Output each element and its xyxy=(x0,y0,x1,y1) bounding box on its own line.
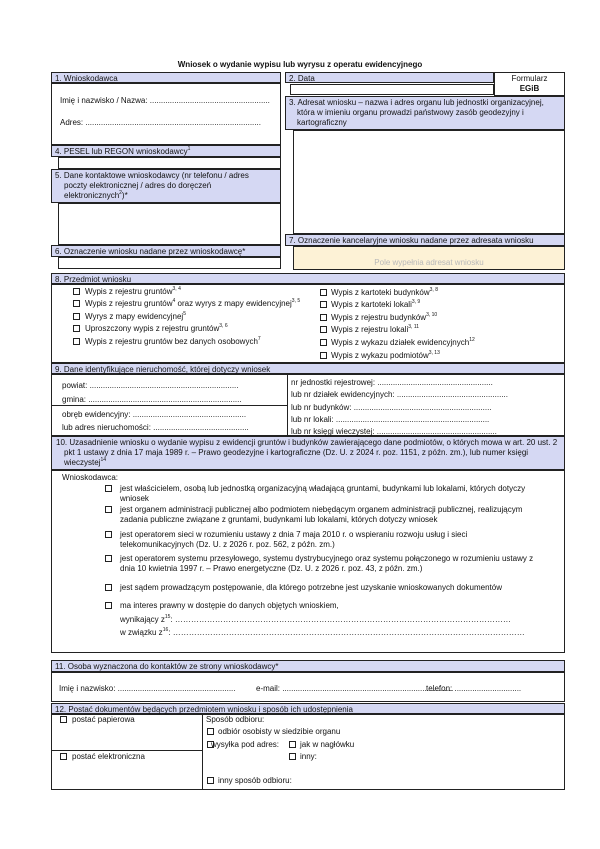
checkbox-rejestr-budynkow[interactable] xyxy=(320,314,327,321)
option-kartoteka-lokali: Wypis z kartoteki lokali$^{3, 9}$ xyxy=(331,299,421,309)
checkbox-papierowa[interactable] xyxy=(60,716,67,723)
wynikajacy-field[interactable]: wynikający $z^{15}$: ……………………………………………………………………………………………………………… xyxy=(120,614,511,624)
contact-name-field[interactable]: Imię i nazwisko: ..................................................... xyxy=(59,684,236,693)
checkbox-elektroniczna[interactable] xyxy=(60,753,67,760)
option-operator-sieci: jest operatorem sieci w rozumieniu ustawy z dnia 7 maja 2010 r. o wspieraniu rozwoju usług i sieci telekomunikacyjnych (Dz. U. z 2026 r. poz. 562, z późn. zm.) xyxy=(120,530,468,549)
option-kartoteka-budynkow: Wypis z kartoteki budynków$^{3, 8}$ xyxy=(331,287,438,297)
section-11-header: 11. Osoba wyznaczona do kontaktów ze strony wnioskodawcy* xyxy=(51,660,565,672)
checkbox-inny-adres[interactable] xyxy=(289,753,296,760)
checkbox-wykaz-podmiotow[interactable] xyxy=(320,352,327,359)
nr-jednostki-field[interactable]: nr jednostki rejestrowej: .................................................... xyxy=(291,378,493,387)
option-wypis-rg: Wypis z rejestru gruntów$^{3, 4}$ xyxy=(85,286,181,296)
wnioskodawca-label: Wnioskodawca: xyxy=(62,473,119,482)
office-ref-field xyxy=(293,246,565,270)
checkbox-interes-prawny[interactable] xyxy=(105,602,112,609)
date-input[interactable] xyxy=(290,84,494,95)
option-inny-sposob: inny sposób odbioru: xyxy=(218,776,292,785)
sposob-odbioru-label: Sposób odbioru: xyxy=(206,715,265,724)
option-rejestr-budynkow: Wypis z rejestru budynków$^{3, 10}$ xyxy=(331,312,438,322)
section-5-header: 5. Dane kontaktowe wnioskodawcy (nr telefonu / adres poczty elektronicznej / adres do doręczeń elektronicznych$^2$)* xyxy=(51,169,281,203)
option-wyrys: Wyrys z mapy ewidencyjnej$^5$ xyxy=(85,311,186,321)
option-elektroniczna: postać elektroniczna xyxy=(72,752,145,761)
form-code-box xyxy=(494,72,565,96)
checkbox-organ[interactable] xyxy=(105,506,112,513)
nr-dzialek-field[interactable]: lub nr działek ewidencyjnych: .................................................. xyxy=(291,390,508,399)
contact-phone-field[interactable]: telefon: .............................. xyxy=(426,684,522,693)
checkbox-jak-w-naglowku[interactable] xyxy=(289,741,296,748)
checkbox-wykaz-dzialek[interactable] xyxy=(320,339,327,346)
option-wysylka: wysyłka pod adres: xyxy=(211,740,280,749)
checkbox-wyrys[interactable] xyxy=(73,313,80,320)
checkbox-wypis-rg[interactable] xyxy=(73,288,80,295)
option-wykaz-podmiotow: Wypis z wykazu podmiotów$^{3, 13}$ xyxy=(331,350,440,360)
zwiazku-field[interactable]: w związku $z^{16}$: …………………………………………………………………………………………………………………… xyxy=(120,627,525,637)
checkbox-odbior-osobisty[interactable] xyxy=(207,728,214,735)
contact-email-field[interactable]: e-mail: ............................................................................. xyxy=(256,684,454,693)
section-9-header: 9. Dane identyfikujące nieruchomość, której dotyczy wniosek xyxy=(51,363,565,374)
section-9-left-split xyxy=(51,405,287,406)
section-6-header: 6. Oznaczenie wniosku nadane przez wnioskodawcę* xyxy=(51,245,281,257)
nr-kw-field[interactable]: lub nr księgi wieczystej: ...................................................... xyxy=(291,427,497,436)
option-bez-danych: Wypis z rejestru gruntów bez danych osobowych$^7$ xyxy=(85,336,261,346)
checkbox-operator-systemu[interactable] xyxy=(105,555,112,562)
powiat-field[interactable]: powiat: ................................................................... xyxy=(62,381,239,390)
option-jak-w-naglowku: jak w nagłówku xyxy=(300,740,355,749)
section-12-left-split xyxy=(51,750,202,751)
option-organ: jest organem administracji publicznej albo podmiotem niebędącym organem administracji publicznej, realizującym zadania publiczne związane z gruntami, budynkami lub lokalami, których dotyczy wniosek xyxy=(120,505,523,524)
nr-budynkow-field[interactable]: lub nr budynków: .............................................................. xyxy=(291,403,492,412)
recipient-input[interactable] xyxy=(293,130,565,234)
section-12-header: 12. Postać dokumentów będących przedmiotem wniosku i sposób ich udostępnienia xyxy=(51,703,565,714)
applicant-address-field[interactable]: Adres: ............................................................................... xyxy=(60,118,261,127)
section-3-header: 3. Adresat wniosku – nazwa i adres organu lub jednostki organizacyjnej, która w imieniu organu prowadzi państwowy zasób geodezyjny i kartograficzny xyxy=(285,96,565,130)
option-wlasciciel: jest właścicielem, osobą lub jednostką organizacyjną władającą gruntami, budynkami lub lokalami, których dotyczy wniosek xyxy=(120,484,526,503)
option-papierowa: postać papierowa xyxy=(72,715,135,724)
section-7-header: 7. Oznaczenie kancelaryjne wniosku nadane przez adresata wniosku xyxy=(285,234,565,246)
option-odbior-osobisty: odbiór osobisty w siedzibie organu xyxy=(218,727,341,736)
section-10-header: 10. Uzasadnienie wniosku o wydanie wypisu z ewidencji gruntów i budynków zawierającego dane podmiotów, o których mowa w art. 20 ust. 2 pkt 1 ustawy z dnia 17 maja 1989 r. – Prawo geodezyjne i kartograficzne (Dz. U. z 2024 r. poz. 1151, z późn. zm.), lub numer księgi wieczystej$^{14}$ xyxy=(51,436,565,470)
form-code-label: Formularz xyxy=(511,74,548,83)
contact-input[interactable] xyxy=(58,203,281,245)
applicant-ref-input[interactable] xyxy=(58,257,281,269)
form-code: EGiB xyxy=(519,84,540,93)
form-title: Wniosek o wydanie wypisu lub wyrysu z operatu ewidencyjnego xyxy=(177,60,423,69)
nr-lokali-field[interactable]: lub nr lokali: ..................................................................... xyxy=(291,415,490,424)
option-operator-systemu: jest operatorem systemu przesyłowego, systemu dystrybucyjnego oraz systemu połączonego w rozumieniu ustawy z dnia 10 kwietnia 1997 r. – Prawo energetyczne (Dz. U. z 2026 r. poz. 43, z późn. zm.) xyxy=(120,554,534,573)
checkbox-rejestr-lokali[interactable] xyxy=(320,326,327,333)
checkbox-operator-sieci[interactable] xyxy=(105,531,112,538)
section-8-header: 8. Przedmiot wniosku xyxy=(51,273,565,284)
option-interes-prawny: ma interes prawny w dostępie do danych objętych wnioskiem, xyxy=(120,601,339,610)
option-wykaz-dzialek: Wypis z wykazu działek ewidencyjnych$^{12}$ xyxy=(331,337,475,347)
checkbox-kartoteka-budynkow[interactable] xyxy=(320,289,327,296)
pesel-input[interactable] xyxy=(58,157,281,169)
option-wypis-wyrys: Wypis z rejestru gruntów$^4$ oraz wyrys z mapy ewidencyjnej$^{3, 5}$ xyxy=(85,298,301,308)
option-inny-adres: inny: xyxy=(300,752,317,761)
checkbox-sad[interactable] xyxy=(105,584,112,591)
section-4-header: 4. PESEL lub REGON wnioskodawcy$^1$ xyxy=(51,145,281,157)
checkbox-uproszczony[interactable] xyxy=(73,325,80,332)
checkbox-wypis-wyrys[interactable] xyxy=(73,300,80,307)
applicant-name-field[interactable]: Imię i nazwisko / Nazwa: ...................................................... xyxy=(60,96,270,105)
checkbox-bez-danych[interactable] xyxy=(73,338,80,345)
section-1-header: 1. Wnioskodawca xyxy=(51,72,281,83)
office-ref-placeholder: Pole wypełnia adresat wniosku xyxy=(374,258,484,267)
adres-nieruchomosci-field[interactable]: lub adres nieruchomości: ........................................... xyxy=(62,423,249,432)
gmina-field[interactable]: gmina: ..................................................................... xyxy=(62,395,242,404)
obreb-field[interactable]: obręb ewidencyjny: ................................................... xyxy=(62,410,247,419)
checkbox-inny-sposob[interactable] xyxy=(207,777,214,784)
section-2-header: 2. Data xyxy=(285,72,494,83)
option-rejestr-lokali: Wypis z rejestru lokali$^{3, 11}$ xyxy=(331,324,420,334)
option-uproszczony: Uproszczony wypis z rejestru gruntów$^{3, 6}$ xyxy=(85,323,228,333)
option-sad: jest sądem prowadzącym postępowanie, dla którego potrzebne jest uzyskanie wnioskowanych dokumentów xyxy=(120,583,502,592)
section-12-divider xyxy=(202,714,203,790)
checkbox-wlasciciel[interactable] xyxy=(105,485,112,492)
section-1-box[interactable] xyxy=(51,83,281,145)
section-9-divider xyxy=(287,374,288,436)
checkbox-kartoteka-lokali[interactable] xyxy=(320,301,327,308)
